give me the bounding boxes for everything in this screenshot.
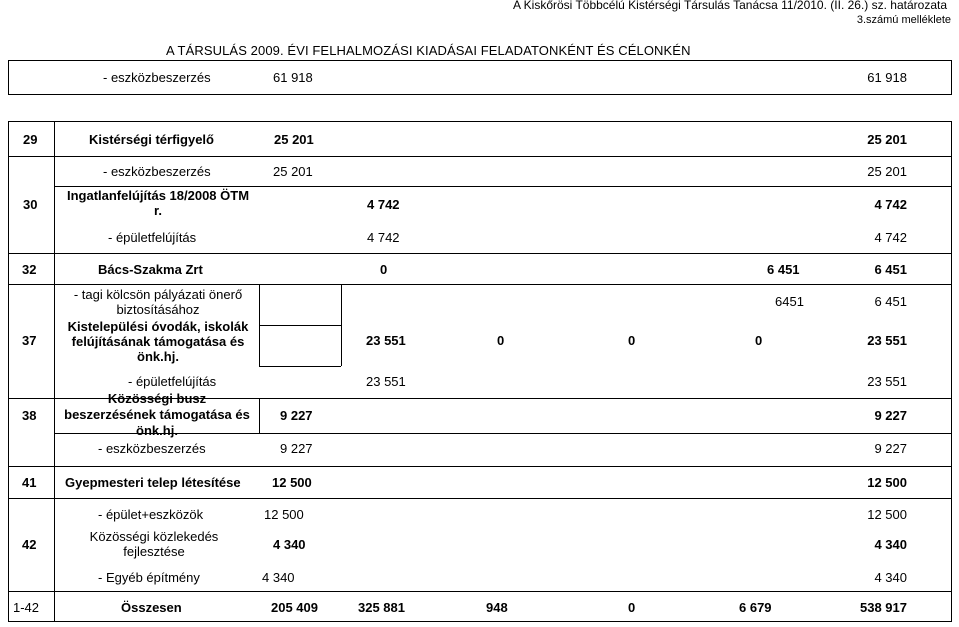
task-name-line2: beszerzésének támogatása és (64, 407, 250, 422)
summary-label: Összesen (121, 600, 182, 615)
sub-item-label-line2: biztosításához (116, 302, 200, 317)
task-name-line1: Közösségi közlekedés (89, 529, 219, 544)
task-value: 25 201 (274, 132, 314, 147)
task-name-line3: önk.hj. (137, 349, 179, 364)
row-number: 42 (22, 537, 37, 552)
task-name-line1: Kistelepülési óvodák, iskolák (67, 319, 249, 334)
sub-item-label: - épületfelújítás (128, 374, 217, 389)
row-divider (8, 253, 952, 254)
resolution-reference: A Kiskőrösi Többcélú Kistérségi Társulás Tanácsa 11/2010. (II. 26.) sz. határozata (512, 0, 947, 12)
task-value: 9 227 (280, 408, 313, 423)
task-name-cell (56, 391, 258, 438)
summary-column-4: 0 (628, 600, 636, 615)
task-value: 12 500 (272, 475, 312, 490)
summary-column-5: 6 679 (739, 600, 772, 615)
sub-item-label: - eszközbeszerzés (103, 164, 211, 179)
task-name-line2: r. (154, 203, 162, 218)
column-4-value: 0 (628, 333, 636, 348)
row-number: 38 (22, 408, 37, 423)
task-name: Bács-Szakma Zrt (98, 262, 203, 277)
task-name: Gyepmesteri telep létesítése (65, 475, 241, 490)
cell-border (341, 284, 342, 366)
task-value: 4 742 (367, 197, 400, 212)
row-divider (54, 186, 952, 187)
row-divider (8, 498, 952, 499)
task-name-line1: Ingatlanfelújítás 18/2008 ÖTM (66, 188, 250, 203)
task-value: 23 551 (366, 333, 406, 348)
sub-item-value: 23 551 (366, 374, 406, 389)
cell-border (259, 366, 341, 367)
task-value: 0 (380, 262, 388, 277)
sub-item-total: 12 500 (867, 507, 907, 522)
sub-item-total: 25 201 (867, 164, 907, 179)
row-number: 29 (23, 132, 38, 147)
sub-item-total: 4 340 (874, 570, 907, 585)
sub-item-value: 9 227 (280, 441, 313, 456)
sub-item-label: - eszközbeszerzés (98, 441, 206, 456)
task-total: 9 227 (874, 408, 907, 423)
task-value: 4 340 (273, 537, 306, 552)
top-row-total: 61 918 (867, 70, 907, 85)
row-number: 41 (22, 475, 37, 490)
row-divider (8, 284, 952, 285)
task-name-line2: felújításának támogatása és (71, 334, 245, 349)
task-total: 23 551 (867, 333, 907, 348)
task-total: 4 340 (874, 537, 907, 552)
column-6-value: 6451 (775, 294, 804, 309)
cell-border (259, 284, 260, 325)
task-name-line3: önk.hj. (136, 423, 178, 438)
sub-item-total: 9 227 (874, 441, 907, 456)
task-name: Kistérségi térfigyelő (89, 132, 214, 147)
row-divider (8, 156, 952, 157)
task-total: 6 451 (874, 262, 907, 277)
summary-column-3: 948 (486, 600, 508, 615)
annex-number: 3.számú melléklete (856, 14, 951, 26)
task-name-line1: Közösségi busz (107, 391, 207, 406)
column-3-value: 0 (497, 333, 505, 348)
sub-item-value: 12 500 (264, 507, 304, 522)
top-row-value: 61 918 (273, 70, 313, 85)
sub-item-label: - épületfelújítás (108, 230, 197, 245)
row-divider (8, 591, 952, 592)
sub-item-label: - Egyéb építmény (98, 570, 200, 585)
row-number: 37 (22, 333, 37, 348)
sub-item-value: 25 201 (273, 164, 313, 179)
summary-range: 1-42 (13, 600, 40, 615)
sub-item-total: 6 451 (874, 294, 907, 309)
top-row-label: - eszközbeszerzés (103, 70, 211, 85)
sub-item-value: 4 742 (367, 230, 400, 245)
row-divider (8, 466, 952, 467)
document-title: A TÁRSULÁS 2009. ÉVI FELHALMOZÁSI KIADÁSAI FELADATONKÉNT ÉS CÉLONKÉN (166, 43, 691, 58)
sub-item-label-line1: - tagi kölcsön pályázati önerő (73, 287, 243, 302)
cell-border (259, 398, 260, 433)
cell-border (259, 325, 260, 366)
summary-column-2: 325 881 (358, 600, 405, 615)
summary-total: 538 917 (860, 600, 907, 615)
task-total: 4 742 (874, 197, 907, 212)
sub-item-label: - épület+eszközök (98, 507, 204, 522)
cell-border (259, 325, 341, 326)
column-5-value: 0 (755, 333, 763, 348)
task-total: 12 500 (867, 475, 907, 490)
row-number: 32 (22, 262, 37, 277)
sub-item-value: 4 340 (262, 570, 295, 585)
row-number: 30 (23, 197, 38, 212)
column-6-value: 6 451 (767, 262, 800, 277)
summary-column-1: 205 409 (271, 600, 318, 615)
task-total: 25 201 (867, 132, 907, 147)
sub-item-total: 4 742 (874, 230, 907, 245)
sub-item-total: 23 551 (867, 374, 907, 389)
task-name-line2: fejlesztése (123, 544, 185, 559)
